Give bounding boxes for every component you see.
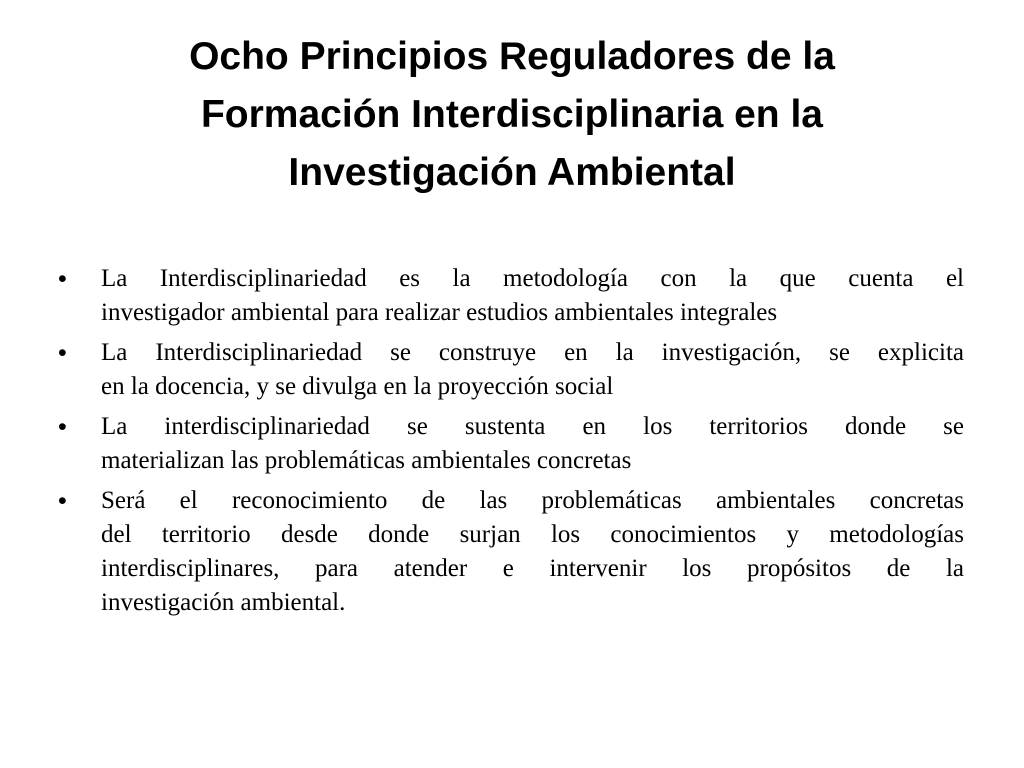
bullet-text-line: investigación ambiental. [101, 589, 346, 616]
slide-title [80, 28, 944, 202]
bullet-text-line: La Interdisciplinariedad se construye en la investigación, se explicita [101, 339, 964, 366]
bullet-item [58, 336, 964, 404]
bullet-text-line: interdisciplinares, para atender e intervenir los propósitos de la [101, 555, 964, 582]
bullet-text-line: La Interdisciplinariedad es la metodología con la que cuenta el [101, 265, 964, 292]
bullet-text-line: La interdisciplinariedad se sustenta en los territorios donde se [101, 413, 964, 440]
bullet-item [58, 262, 964, 330]
bullet-item [58, 484, 964, 620]
bullet-icon: • [58, 265, 67, 293]
bullet-icon: • [58, 487, 67, 515]
bullet-text-line: Será el reconocimiento de las problemáticas ambientales concretas [101, 487, 964, 514]
bullet-icon: • [58, 339, 67, 367]
bullet-text-line: en la docencia, y se divulga en la proyección social [101, 373, 614, 400]
bullet-text-line: materializan las problemáticas ambientales concretas [101, 447, 632, 474]
bullet-list [58, 262, 964, 626]
bullet-text-line: del territorio desde donde surjan los conocimientos y metodologías [101, 521, 964, 548]
bullet-icon: • [58, 413, 67, 441]
title-line: Formación Interdisciplinaria en la [200, 93, 823, 136]
bullet-item [58, 410, 964, 478]
title-line: Ocho Principios Reguladores de la [189, 35, 835, 78]
title-line: Investigación Ambiental [288, 151, 736, 194]
bullet-text-line: investigador ambiental para realizar estudios ambientales integrales [101, 299, 778, 326]
